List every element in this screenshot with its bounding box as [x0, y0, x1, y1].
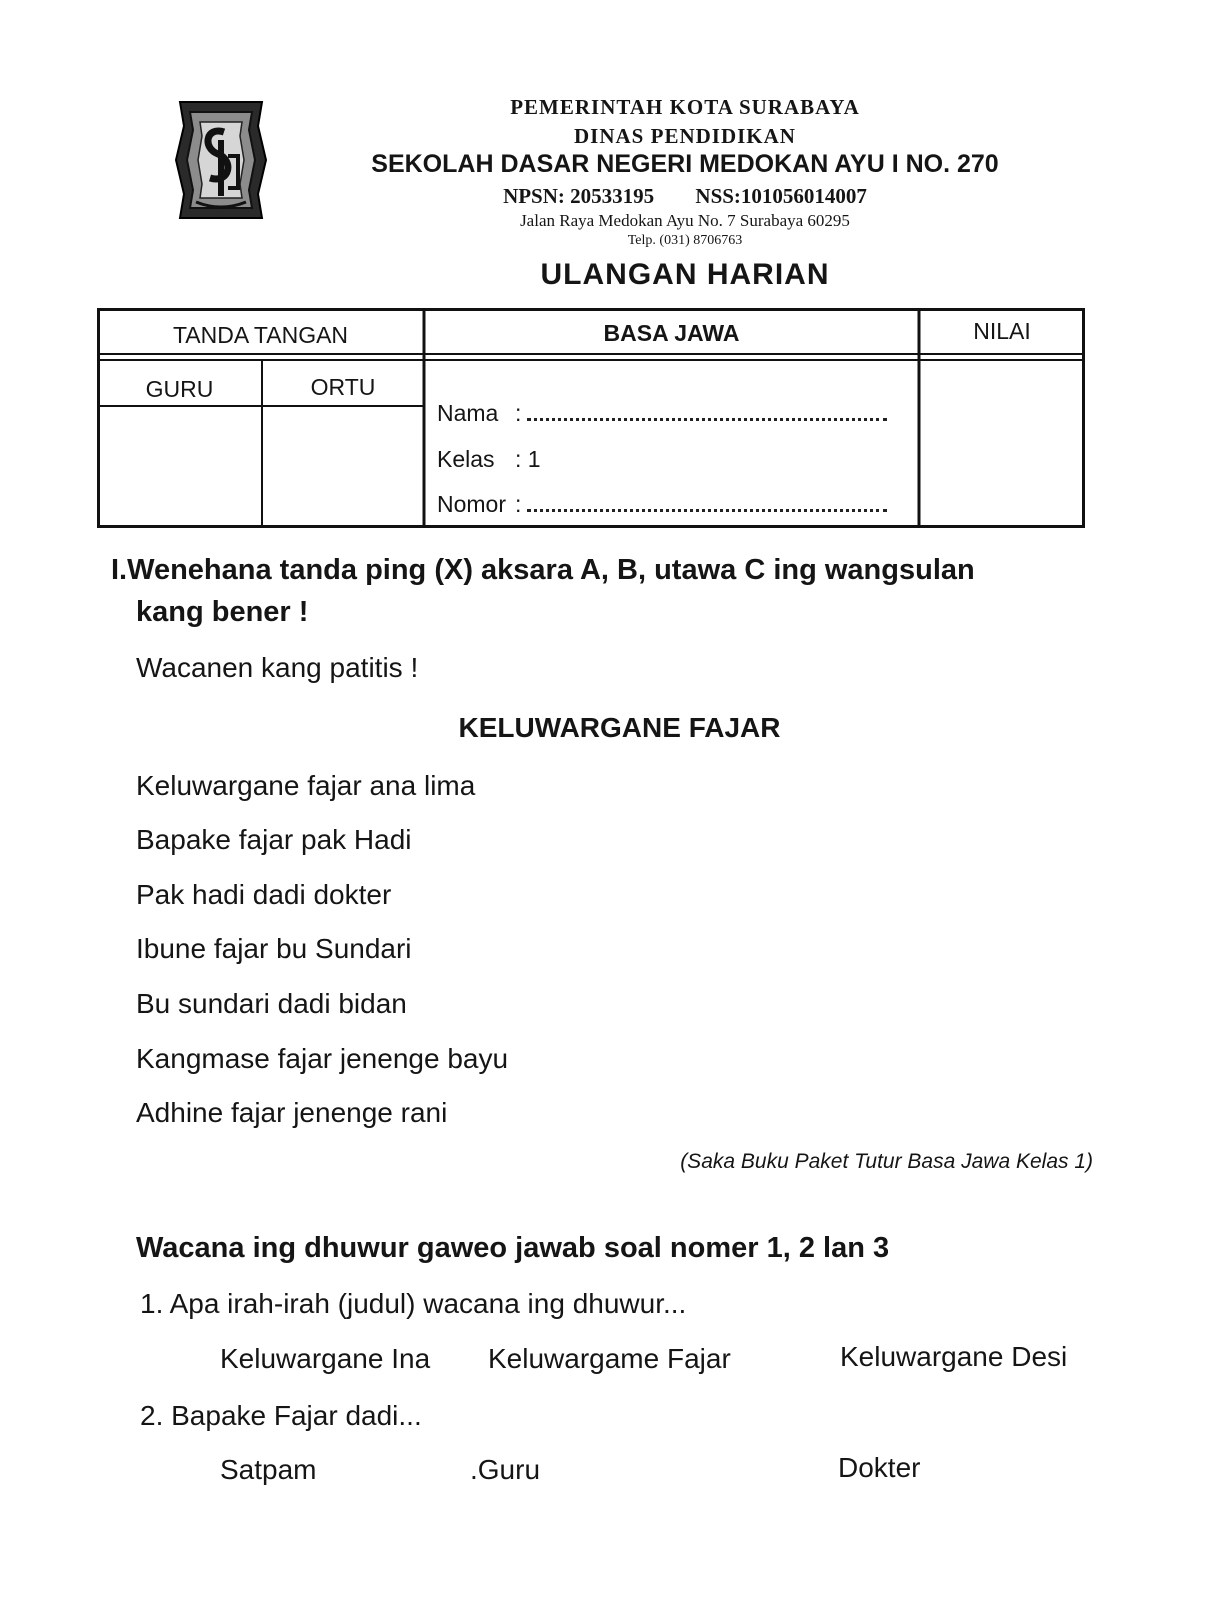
department-name: DINAS PENDIDIKAN — [574, 124, 796, 148]
question-2-option-a[interactable]: Satpam — [220, 1454, 317, 1485]
name-label: Nama — [437, 400, 499, 426]
story-line: Adhine fajar jenenge rani — [136, 1097, 448, 1128]
number-label: Nomor — [437, 491, 507, 517]
part-one-instruction-cont: kang bener ! — [136, 596, 309, 628]
story-line: Bu sundari dadi bidan — [136, 988, 407, 1019]
signature-header: TANDA TANGAN — [172, 322, 349, 348]
class-field — [437, 446, 541, 473]
question-1: 1. Apa irah-irah (judul) wacana ing dhuwur... — [140, 1288, 687, 1319]
question-1-option-c[interactable]: Keluwargane Desi — [840, 1341, 1068, 1372]
story-line: Keluwargane fajar ana lima — [136, 770, 476, 801]
government-name: PEMERINTAH KOTA SURABAYA — [510, 95, 860, 119]
story-line: Pak hadi dadi dokter — [136, 879, 392, 910]
part-one-instruction: I.Wenehana tanda ping (X) aksara A, B, utawa C ing wangsulan — [111, 554, 975, 586]
school-phone: Telp. (031) 8706763 — [627, 233, 743, 248]
exam-header-table — [97, 308, 1085, 528]
npsn: NPSN: 20533195 — [503, 184, 655, 208]
exam-title: ULANGAN HARIAN — [540, 258, 830, 291]
class-label: Kelas — [437, 446, 495, 472]
school-ids — [270, 184, 1100, 209]
parent-signature-header: ORTU — [310, 374, 376, 400]
school-name: SEKOLAH DASAR NEGERI MEDOKAN AYU I NO. 270 — [371, 150, 999, 178]
number-colon: : — [515, 491, 522, 517]
teacher-signature-header: GURU — [145, 376, 214, 402]
subject-header: BASA JAWA — [603, 320, 740, 346]
question-1-option-a[interactable]: Keluwargane Ina — [220, 1343, 431, 1374]
class-value: : 1 — [515, 446, 541, 472]
questions-instruction: Wacana ing dhuwur gaweo jawab soal nomer 1, 2 lan 3 — [136, 1232, 890, 1264]
story-line: Kangmase fajar jenenge bayu — [136, 1043, 509, 1074]
nss: NSS:101056014007 — [695, 184, 867, 208]
story-line: Ibune fajar bu Sundari — [136, 933, 412, 964]
number-blank-line[interactable] — [527, 501, 887, 512]
question-2: 2. Bapake Fajar dadi... — [140, 1400, 422, 1431]
number-field — [437, 491, 887, 518]
story-line: Bapake fajar pak Hadi — [136, 824, 412, 855]
name-colon: : — [515, 400, 522, 426]
question-2-option-b[interactable]: .Guru — [470, 1454, 541, 1485]
name-blank-line[interactable] — [527, 410, 887, 421]
school-address: Jalan Raya Medokan Ayu No. 7 Surabaya 60295 — [520, 211, 850, 230]
score-header: NILAI — [973, 318, 1031, 344]
question-1-option-b[interactable]: Keluwargame Fajar — [488, 1343, 731, 1374]
story-title: KELUWARGANE FAJAR — [458, 712, 781, 743]
city-crest-logo — [172, 96, 270, 224]
question-2-option-c[interactable]: Dokter — [838, 1452, 921, 1483]
reading-instruction: Wacanen kang patitis ! — [136, 652, 419, 683]
name-field — [437, 400, 887, 427]
story-source: (Saka Buku Paket Tutur Basa Jawa Kelas 1) — [680, 1150, 1093, 1173]
